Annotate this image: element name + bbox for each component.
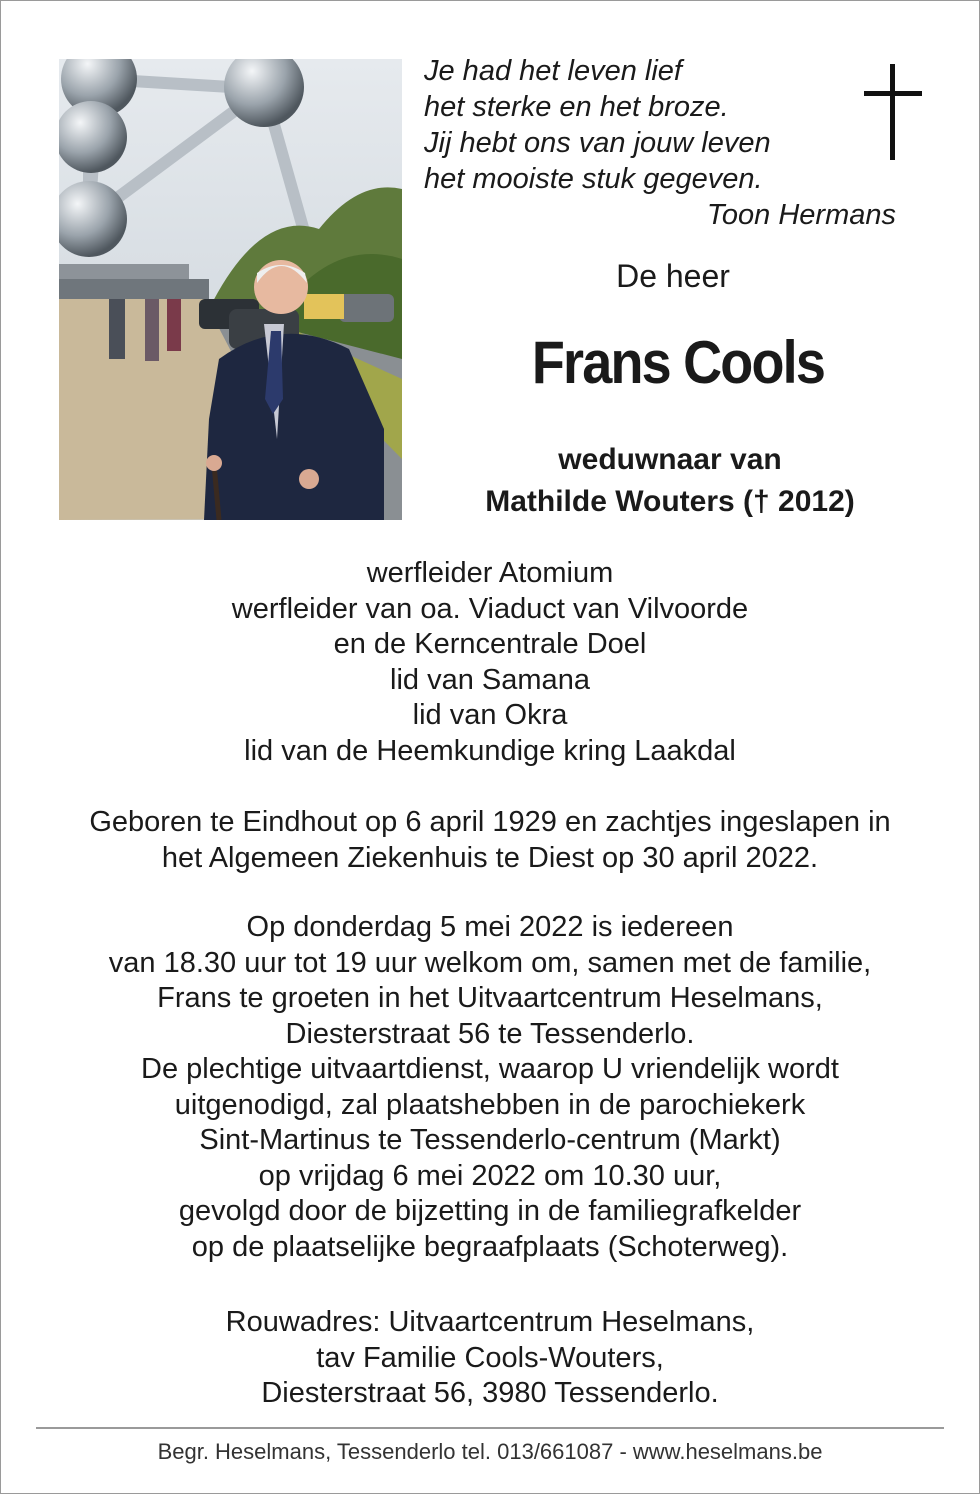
birth-line: Geboren te Eindhout op 6 april 1929 en zachtjes ingeslapen in [89,806,891,838]
ceremony-line: op vrijdag 6 mei 2022 om 10.30 uur, [258,1159,722,1192]
ceremony-line: Diesterstraat 56 te Tessenderlo. [285,1017,695,1050]
ceremony-line: De plechtige uitvaartdienst, waarop U vriendelijk wordt [141,1053,839,1085]
deceased-name: Frans Cools [531,329,825,396]
cross-icon [864,64,922,160]
ceremony-line: op de plaatselijke begraafplaats (Schoterweg). [191,1230,789,1263]
role-line: werfleider Atomium [366,557,614,589]
ceremony-line: Op donderdag 5 mei 2022 is iedereen [246,911,734,943]
address-line: Rouwadres: Uitvaartcentrum Heselmans, [225,1306,755,1338]
role-line: lid van Okra [412,699,568,731]
portrait-photo [59,59,402,520]
poem [424,53,904,233]
ceremony-line: Frans te groeten in het Uitvaartcentrum Heselmans, [157,982,823,1014]
title-prefix: De heer [616,258,730,294]
poem-line: Jij hebt ons van jouw leven [424,127,771,159]
ceremony-line: Sint-Martinus te Tessenderlo-centrum (Markt) [199,1124,781,1156]
widow-line: weduwnaar van [558,443,782,476]
poem-line: het mooiste stuk gegeven. [424,163,763,195]
ceremony-line: gevolgd door de bijzetting in de familiegrafkelder [178,1195,802,1227]
widow-spouse: Mathilde Wouters († 2012) [485,485,855,518]
ceremony-line: uitgenodigd, zal plaatshebben in de parochiekerk [174,1088,806,1121]
ceremony-line: van 18.30 uur tot 19 uur welkom om, samen met de familie, [108,946,872,979]
poem-line: Je had het leven lief [424,55,682,87]
address-line: tav Familie Cools-Wouters, [316,1341,664,1374]
role-line: en de Kerncentrale Doel [333,628,647,660]
role-line: lid van Samana [390,663,590,696]
role-line: lid van de Heemkundige kring Laakdal [244,734,736,767]
footer-contact: Begr. Heselmans, Tessenderlo tel. 013/661087 - www.heselmans.be [157,1439,823,1464]
birth-line: het Algemeen Ziekenhuis te Diest op 30 april 2022. [161,841,819,874]
roles-block [0,556,980,769]
role-line: werfleider van oa. Viaduct van Vilvoorde [231,592,749,625]
widow-info [420,439,920,523]
ceremony-block [0,910,980,1265]
divider [36,1427,944,1429]
address-line: Diesterstraat 56, 3980 Tessenderlo. [261,1377,719,1409]
poem-author: Toon Hermans [706,199,896,231]
birth-block [0,805,980,876]
address-block [0,1305,980,1412]
poem-line: het sterke en het broze. [424,91,729,123]
